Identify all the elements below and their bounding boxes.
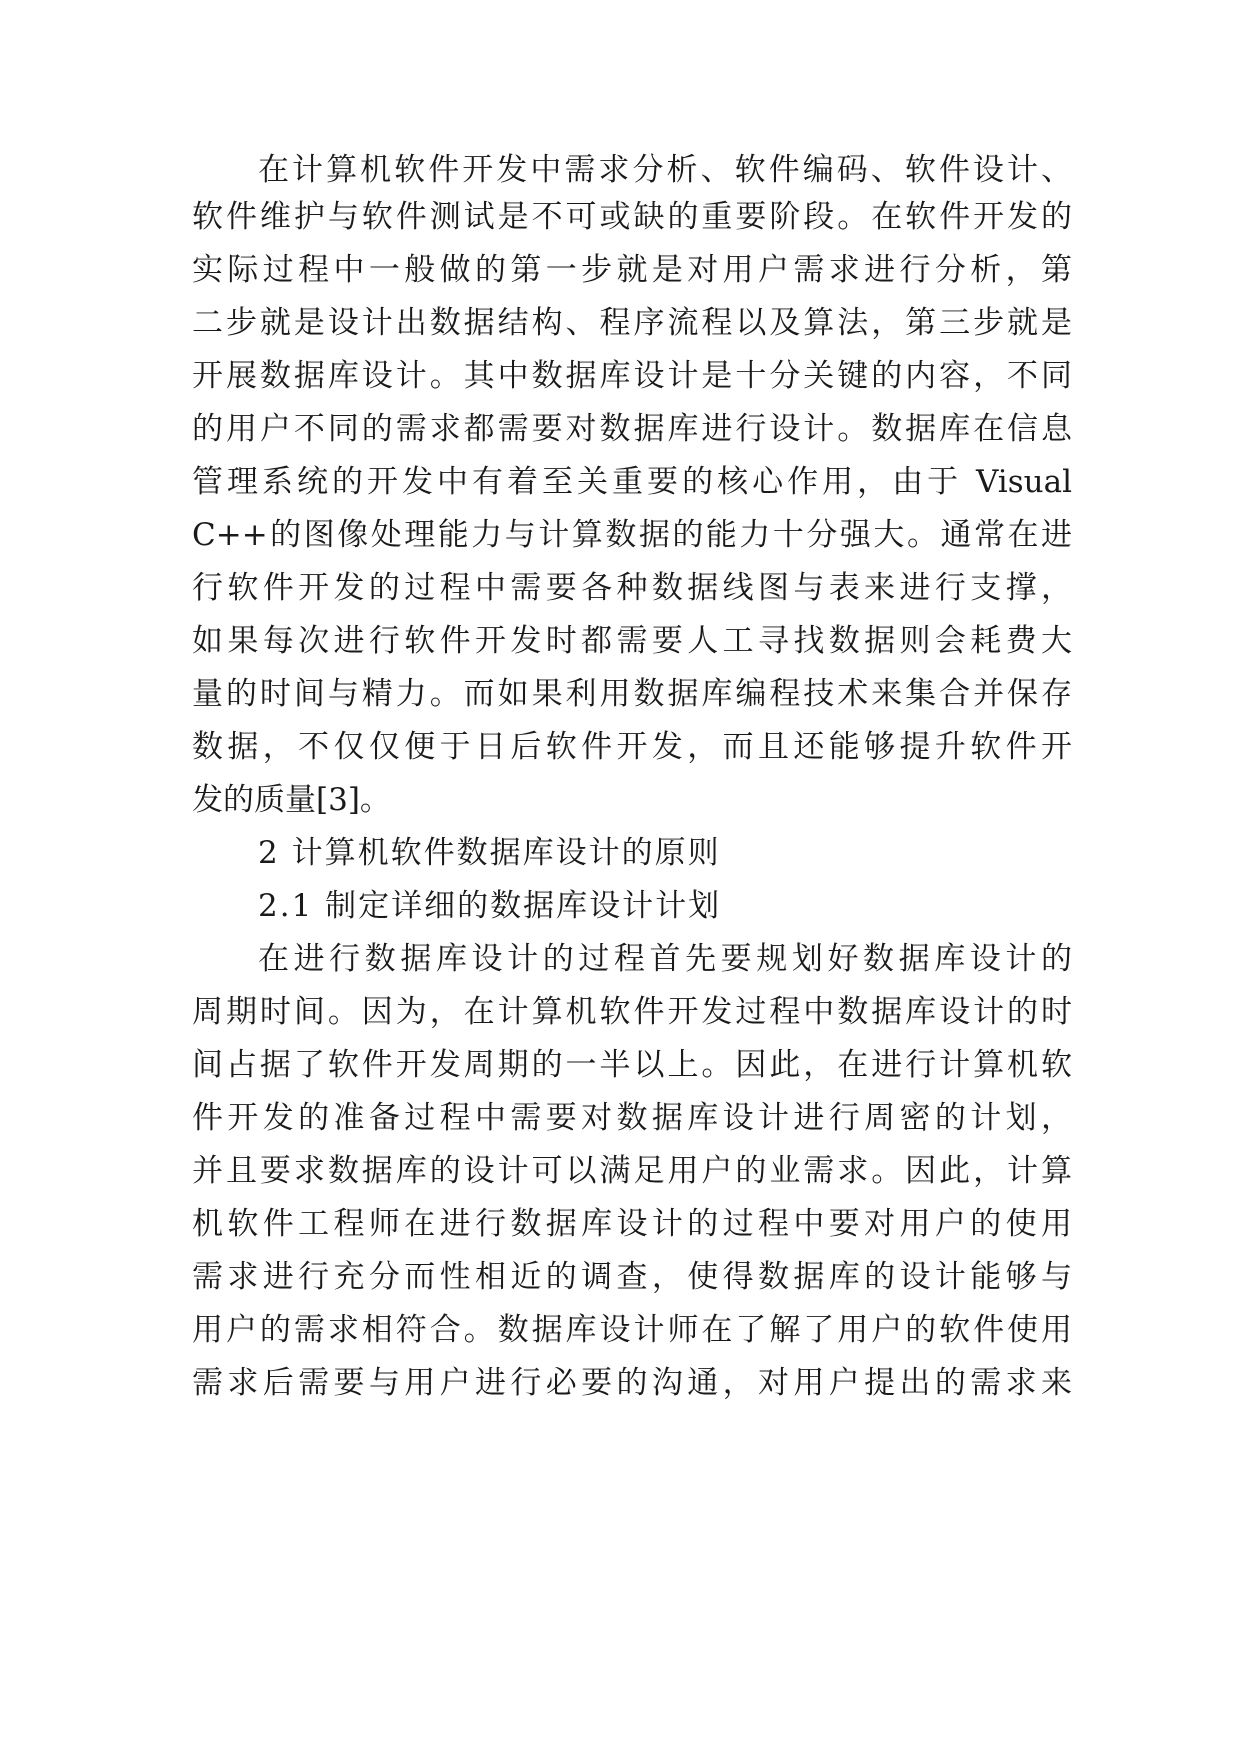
- paragraph-line: 在计算机软件开发中需求分析、软件编码、软件设计、: [258, 152, 1072, 188]
- paragraph-line: 在进行数据库设计的过程首先要规划好数据库设计的: [258, 941, 1072, 977]
- subsection-heading: 2.1 制定详细的数据库设计计划: [258, 888, 722, 924]
- paragraph-line: 需求后需要与用户进行必要的沟通，对用户提出的需求来: [192, 1365, 1072, 1401]
- paragraph-line: 需求进行充分而性相近的调查，使得数据库的设计能够与: [192, 1259, 1072, 1295]
- paragraph-line: 实际过程中一般做的第一步就是对用户需求进行分析，第: [192, 252, 1072, 288]
- paragraph-line: 数据，不仅仅便于日后软件开发，而且还能够提升软件开: [192, 729, 1072, 765]
- paragraph-line: 周期时间。因为，在计算机软件开发过程中数据库设计的时: [192, 994, 1072, 1030]
- paragraph-line: 机软件工程师在进行数据库设计的过程中要对用户的使用: [192, 1206, 1072, 1242]
- paragraph-line: 间占据了软件开发周期的一半以上。因此，在进行计算机软: [192, 1047, 1072, 1083]
- paragraph-line: 量的时间与精力。而如果利用数据库编程技术来集合并保存: [192, 676, 1072, 712]
- paragraph-line: 发的质量[3]。: [192, 782, 391, 818]
- paragraph-line: 开展数据库设计。其中数据库设计是十分关键的内容，不同: [192, 358, 1072, 394]
- paragraph-line: 二步就是设计出数据结构、程序流程以及算法，第三步就是: [192, 305, 1072, 341]
- paragraph-line: 管理系统的开发中有着至关重要的核心作用，由于 Visual: [192, 464, 1072, 500]
- paragraph-line: 件开发的准备过程中需要对数据库设计进行周密的计划，: [192, 1100, 1072, 1136]
- paragraph-line: 的用户不同的需求都需要对数据库进行设计。数据库在信息: [192, 411, 1072, 447]
- paragraph-line: 用户的需求相符合。数据库设计师在了解了用户的软件使用: [192, 1312, 1072, 1348]
- paragraph-line: 行软件开发的过程中需要各种数据线图与表来进行支撑，: [192, 570, 1072, 606]
- paragraph-line: C++的图像处理能力与计算数据的能力十分强大。通常在进: [192, 517, 1072, 553]
- paragraph-line: 软件维护与软件测试是不可或缺的重要阶段。在软件开发的: [192, 199, 1072, 235]
- paragraph-line: 并且要求数据库的设计可以满足用户的业需求。因此，计算: [192, 1153, 1072, 1189]
- paragraph-line: 如果每次进行软件开发时都需要人工寻找数据则会耗费大: [192, 623, 1072, 659]
- section-heading: 2 计算机软件数据库设计的原则: [258, 835, 721, 871]
